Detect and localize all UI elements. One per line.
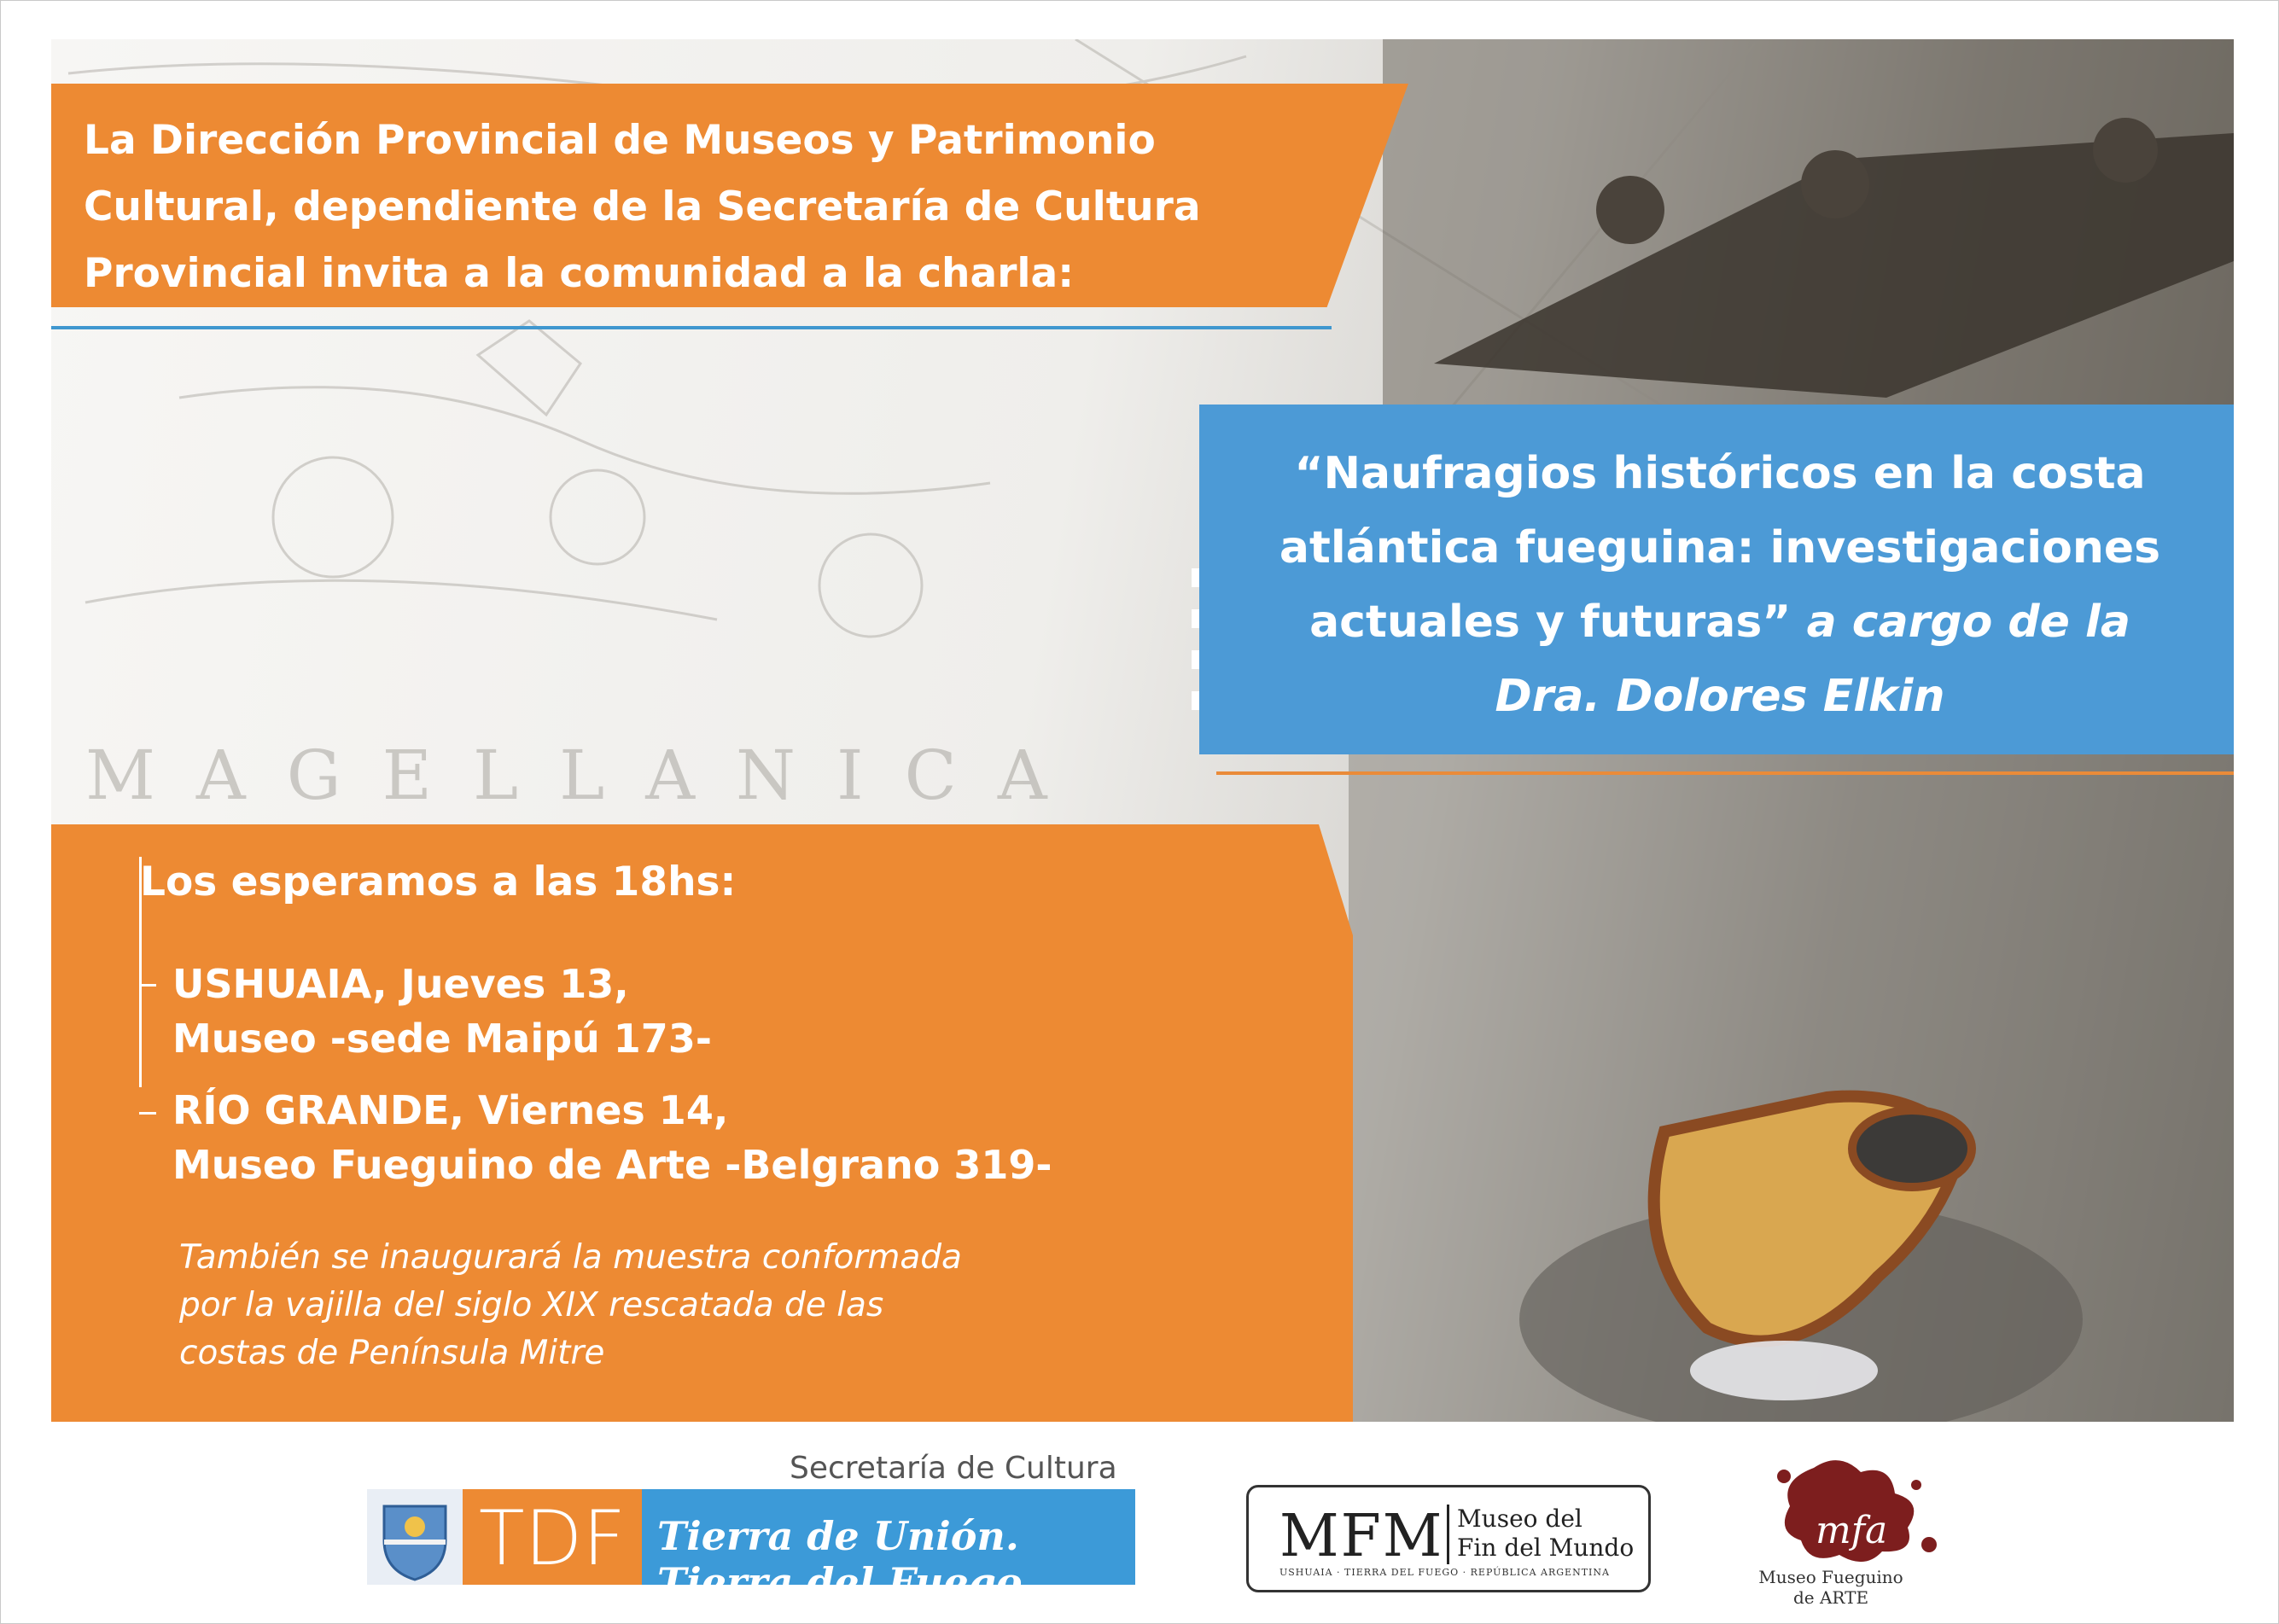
boat-illustration bbox=[1383, 39, 2234, 415]
talk-title-line2: atlántica fueguina: investigaciones bbox=[1279, 522, 2161, 573]
map-label: MAGELLANICA bbox=[85, 736, 1088, 815]
venue-ushuaia: USHUAIA, Jueves 13, Museo -sede Maipú 173- bbox=[172, 961, 712, 1062]
mfm-abbreviation: MFM bbox=[1279, 1503, 1444, 1570]
intro-underline bbox=[51, 326, 1332, 329]
mfa-abbreviation: mfa bbox=[1816, 1509, 1888, 1552]
poster bbox=[51, 39, 2234, 1422]
tdf-shield-icon bbox=[367, 1489, 463, 1585]
schedule-bracket-stub bbox=[139, 984, 156, 987]
secretaria-label: Secretaría de Cultura bbox=[790, 1451, 1117, 1486]
mfm-logo bbox=[1246, 1485, 1651, 1592]
tdf-abbreviation: TDF bbox=[478, 1494, 627, 1582]
talk-speaker: Dra. Dolores Elkin bbox=[1495, 671, 1945, 722]
schedule-heading: Los esperamos a las 18hs: bbox=[140, 859, 737, 905]
talk-underline bbox=[1216, 771, 2234, 775]
mfm-name: Museo del Fin del Mundo bbox=[1457, 1505, 1635, 1562]
talk-speaker-prefix: a cargo de la bbox=[1806, 597, 2130, 648]
talk-title bbox=[1229, 437, 2211, 734]
venue-rio-grande: RÍO GRANDE, Viernes 14, Museo Fueguino de Arte -Belgrano 319- bbox=[172, 1087, 1052, 1188]
talk-title-line3: actuales y futuras” bbox=[1309, 597, 1792, 648]
schedule-bracket-stub bbox=[139, 1112, 156, 1115]
mfm-divider bbox=[1447, 1505, 1449, 1564]
exhibition-note: También se inaugurará la muestra conformada por la vajilla del siglo XIX rescatada de las costas de Península Mitre bbox=[179, 1238, 962, 1372]
talk-title-line1: “Naufragios históricos en la costa bbox=[1294, 448, 2146, 499]
mfa-name: Museo Fueguino de ARTE bbox=[1758, 1567, 1903, 1608]
tdf-logo bbox=[367, 1489, 1135, 1605]
jug-illustration bbox=[1349, 748, 2234, 1422]
mfa-logo bbox=[1711, 1451, 1967, 1613]
intro-text: La Dirección Provincial de Museos y Patrimonio Cultural, dependiente de la Secretaría de Cultura Provincial invita a la comunidad a la charla: bbox=[84, 117, 1201, 297]
tdf-slogan: Tierra de Unión. Tierra del Fuego. bbox=[657, 1513, 1035, 1605]
mfm-tagline: USHUAIA · TIERRA DEL FUEGO · REPÚBLICA ARGENTINA bbox=[1279, 1567, 1610, 1578]
